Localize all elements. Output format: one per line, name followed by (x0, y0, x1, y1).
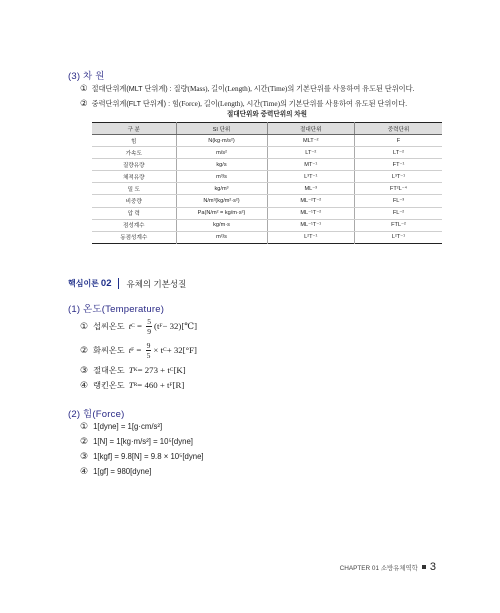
item-label: 중력단위계(FLT 단위계) : (91, 99, 171, 108)
formula-label: 화씨온도 (93, 345, 125, 355)
force-text: 1[dyne] = 1[g·cm/s²] (93, 422, 163, 431)
core-theory-tag (68, 278, 119, 289)
table-cell: N/m³(kg/m²·s²) (176, 195, 267, 207)
table-caption: 절대단위와 중력단위의 차원 (226, 111, 308, 118)
core-theory-title: 유체의 기본성질 (126, 278, 187, 289)
item-number: ① (80, 421, 89, 431)
formula-sub: K (133, 367, 138, 373)
fahrenheit-formula: ② 화씨온도 t F = $\frac{9}{5}$ × t C + 32[°F] (80, 340, 197, 360)
core-tag-number: 02 (100, 278, 112, 289)
column-header: 절대단위 (267, 123, 355, 135)
table-cell: FT⁻¹ (355, 159, 443, 171)
column-header: 중력단위 (355, 123, 443, 135)
table-cell: kg/m·s (176, 219, 267, 231)
table-row (92, 171, 442, 183)
core-theory-bar (68, 277, 186, 290)
fraction (146, 341, 152, 360)
formula-sub: C (169, 367, 174, 373)
item-number: ① (80, 83, 88, 93)
core-tag-label: 핵심이론 (68, 279, 99, 288)
formula-tail: + 32[°F] (166, 345, 197, 355)
column-header: 구 분 (92, 123, 176, 135)
force-text: 1[N] = 1[kg·m/s²] = 10⁵[dyne] (93, 437, 193, 446)
formula-label: 섭씨온도 (93, 321, 125, 331)
formula-sub: C (131, 323, 135, 329)
formula-sub: F (169, 382, 173, 388)
table-cell: kg/m³ (176, 183, 267, 195)
table-cell: 비중량 (92, 195, 176, 207)
formula-tail: [K] (173, 365, 186, 375)
page-number: 3 (429, 561, 436, 573)
item-label: 절대단위계(MLT 단위계) : (91, 84, 172, 93)
table-row (92, 195, 442, 207)
kelvin-formula (80, 363, 186, 377)
table-cell: L²T⁻¹ (355, 231, 443, 243)
table-cell: 가속도 (92, 147, 176, 159)
denominator: 5 (146, 350, 151, 360)
table-cell: L³T⁻¹ (355, 171, 443, 183)
table-cell: 질량유량 (92, 159, 176, 171)
table-cell: 체적유량 (92, 171, 176, 183)
item-number: ③ (80, 451, 89, 461)
table-cell: MLT⁻² (267, 135, 355, 147)
dimension-item-absolute (80, 83, 414, 94)
force-item (80, 466, 151, 477)
table-cell: FTL⁻² (355, 219, 443, 231)
table-cell: m²/s (176, 231, 267, 243)
table-row (92, 207, 442, 219)
table-cell: LT⁻² (267, 147, 355, 159)
units-table (92, 122, 442, 244)
table-cell: m/s² (176, 147, 267, 159)
page-footer (340, 561, 436, 573)
item-number: ③ (80, 364, 89, 375)
table-row (92, 231, 442, 243)
numerator: 5 (147, 316, 152, 326)
chapter-label: CHAPTER 01 소방유체역학 (339, 564, 418, 572)
table-cell: FT²L⁻⁴ (355, 183, 443, 195)
item-number: ④ (80, 379, 89, 390)
formula-label: 랭킨온도 (93, 380, 125, 390)
item-number: ② (80, 436, 89, 446)
table-cell: F (355, 135, 443, 147)
formula-label: 절대온도 (93, 365, 125, 375)
table-row (92, 159, 442, 171)
celsius-formula: ① 섭씨온도 t C = $\frac{5}{9}$ (t F − 32)[℃] (80, 316, 198, 336)
table-cell: 동점성계수 (120, 235, 148, 242)
item-number: ① (80, 320, 89, 331)
fraction (146, 317, 152, 336)
force-text: 1[gf] = 980[dyne] (93, 467, 152, 476)
formula-sub: C (163, 347, 167, 353)
table-cell: 압 력 (92, 207, 176, 219)
table-cell: m³/s (176, 171, 267, 183)
formula-tail: [R] (172, 380, 185, 390)
formula-var: T (128, 380, 134, 390)
rankine-formula (80, 378, 184, 392)
formula-rhs: (t (154, 321, 160, 331)
section-heading-dimension: (3) 차 원 (68, 71, 105, 82)
item-number: ④ (80, 466, 89, 476)
table-cell: Pa(N/m² = kg/m·s²) (176, 207, 267, 219)
formula-tail: − 32)[℃] (162, 320, 198, 331)
formula-var: t (128, 345, 132, 355)
table-cell: 힘 (92, 135, 176, 147)
table-cell: FL⁻² (355, 207, 443, 219)
table-row (92, 135, 442, 147)
denominator: 9 (147, 326, 152, 336)
item-text: 힘(Force), 길이(Length), 시간(Time)의 기본단위를 사용하여 유도된 단위이다. (172, 100, 407, 108)
formula-sub: F (159, 323, 163, 329)
table-cell: ML⁻¹T⁻² (267, 207, 355, 219)
table-cell: N(kg·m/s²) (176, 135, 267, 147)
formula-rhs: = 460 + t (137, 380, 170, 390)
force-text: 1[kgf] = 9.8[N] = 9.8 × 10⁵[dyne] (93, 452, 204, 461)
formula-rhs: = 273 + t (137, 365, 170, 375)
force-item (80, 421, 162, 432)
item-text: 질량(Mass), 길이(Length), 시간(Time)의 기본단위를 사용하여 유도된 단위이다. (173, 85, 415, 93)
table-cell: kg/s (176, 159, 267, 171)
table-cell: LT⁻² (355, 147, 443, 159)
formula-sub: R (133, 382, 138, 388)
table-row (92, 219, 442, 231)
item-number: ② (80, 344, 89, 355)
table-cell: MT⁻¹ (267, 159, 355, 171)
table-cell: ML⁻³ (267, 183, 355, 195)
table-cell: 점성계수 (92, 219, 176, 231)
formula-sub: F (131, 347, 135, 353)
table-cell: ML⁻¹T⁻¹ (267, 219, 355, 231)
section-heading-force: (2) 힘(Force) (68, 409, 125, 420)
table-row (92, 147, 442, 159)
formula-var: t (128, 321, 132, 331)
force-item (80, 451, 204, 462)
formula-rhs: × t (153, 345, 164, 355)
force-item (80, 436, 193, 447)
numerator: 9 (146, 340, 151, 350)
table-header-row (92, 123, 442, 135)
table-row (92, 183, 442, 195)
table-cell: 밀 도 (92, 183, 176, 195)
table-cell: L²T⁻¹ (267, 231, 355, 243)
table-cell: ML⁻²T⁻² (267, 195, 355, 207)
column-header: SI 단위 (176, 123, 267, 135)
item-number: ② (80, 98, 88, 108)
formula-var: T (128, 365, 134, 375)
section-heading-temperature: (1) 온도(Temperature) (68, 304, 165, 315)
footer-square-icon (422, 565, 426, 569)
table-cell: FL⁻³ (355, 195, 443, 207)
table-cell: L³T⁻¹ (267, 171, 355, 183)
